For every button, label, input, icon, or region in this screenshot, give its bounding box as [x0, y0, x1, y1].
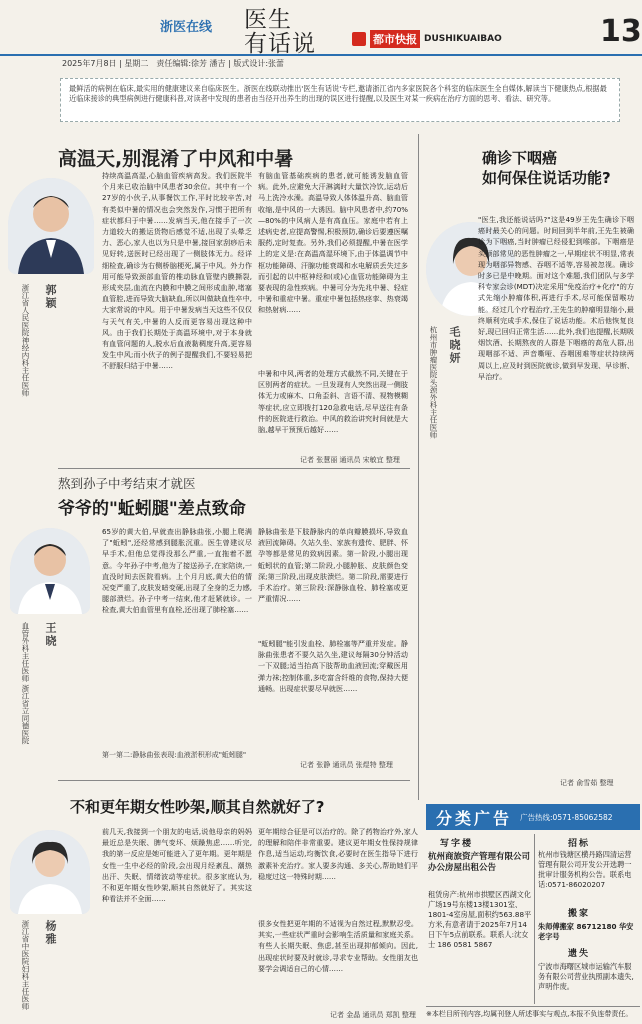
section-title-line2: 有话说 — [244, 31, 316, 57]
article3-col1: 前几天,我接到一个朋友的电话,说他母亲的妈妈最近总是失眠、脾气变坏、烦躁焦虑……听完,我的第一反应是她可能进入了更年期。更年期是女性一生中必经的阶段,会出现月经紊乱、潮热出汗、失眠、情绪波动等症状。很多家庭认为,不和更年期女性吵架,顺其自然就好了。其实这种看法并不全面…… — [102, 827, 252, 904]
column-logo: 浙医在线 — [160, 20, 213, 35]
article2-doctor-photo — [10, 528, 90, 614]
column-intro: 最鲜活的病例在临床,最实用的健康建议来自临床医生。浙医在线联动推出'医生有话说'专栏,邀请浙江省内多家医院各个科室的临床医生全自媒体,解读当下健康热点,根据最近临床接诊的典型病例进行健康科普,对读者中发现的患者由当径开出养生的出现的误区进行提醒,以及医生对某一疾病在治疗方面的思考、看法、研究等。 — [60, 78, 620, 122]
article1-doctor-name: 郭颖 — [44, 284, 57, 310]
ad-category-lost: 遗失 — [568, 949, 591, 959]
article2-headline: 爷爷的"蚯蚓腿"差点致命 — [58, 499, 246, 519]
ad1-text: 租赁房产:杭州市拱墅区西湖文化广场19号东楼13楼1301室、1801-4室房屋,面积约563.88平方米,有意者请于2025年7月14日下午5点前联系。联系人:沈女士 186 0581 5867 — [428, 890, 532, 949]
ad1-title: 杭州商旅资产管理有限公司办公房屋出租公告 — [428, 852, 531, 873]
paper-name-cn: 都市快报 — [370, 30, 420, 48]
article1-byline: 记者 张慧丽 通讯员 宋敏宜 整理 — [300, 456, 400, 464]
page-number: 13 — [600, 14, 642, 49]
dateline: 2025年7月8日 | 星期二 责任编辑:徐芳 潘吉 | 版式设计:张蕾 — [62, 59, 285, 68]
article1-col3: 中暑和中风,两者的处理方式截然不同,关键在于区别两者的症状。一旦发现有人突然出现一侧肢体无力或麻木、口角歪斜、言语不清、视物模糊等症状,应立即拨打120急救电话,尽早送往有条件的医院进行救治。中风的救治讲究时间就是大脑,越早干预预后越好…… — [258, 368, 408, 452]
classified-title: 分类广告 — [436, 808, 513, 828]
divider — [58, 468, 410, 469]
divider — [58, 780, 410, 781]
article1-doctor-photo — [8, 178, 94, 274]
masthead — [0, 0, 642, 56]
doctor-portrait-icon — [10, 528, 90, 614]
article4-byline: 记者 俞雪茹 整理 — [560, 779, 614, 787]
article4-doctor-title: 杭州市肿瘤医院头颈外科主任医师 — [429, 326, 438, 439]
column-divider — [418, 134, 419, 800]
article1-doctor-title: 浙江省人民医院神经内科主任医师 — [21, 284, 30, 397]
ad-category-moving: 搬家 — [568, 909, 591, 919]
article3-doctor-name: 杨雅 — [44, 920, 57, 946]
article1-col1: 持续高温高湿,心脑血管疾病高发。我们医院半个月来已收治脑中风患者30余位。其中有一个27岁的小伙子,从事餐饮工作,平时比较辛苦,对有类似中暑的情况也会突然发作,习惯于把所有症状都归于中暑……发病当天,他在接手了一次力道较大的搬运货物后感觉不适,出现了头晕乏力、恶心,家人也以为只是中暑,接回家刮痧后未见好转,送医时已经出现了一侧肢体无力。经详细检查,确诊为右侧桥脑梗死,属于中风。外力作用可能导致颈部血管的椎动脉血管壁内膜撕裂,形成夹层,血流在内膜和中膜之间形成血肿,堵塞血管腔,进而导致大脑缺血,所以叫做缺血性卒中,大家常说的中风。用于中暑发病当天这些不仅仅与天气有关,中暑的人反而更容易出现这种中风。由于我们长期处于高温环境中,对于本身就有血管问题的人,脱水后血液黏稠度升高,更容易发生中风;而小伙子的例子提醒我们,不要轻易把不舒服归结于中暑…… — [102, 171, 252, 371]
classified-footnote: ※本栏目所刊内容,均属刊登人所述事实与观点,本报不负连带责任。 — [426, 1006, 640, 1019]
article4-doctor-name: 毛晓妍 — [448, 326, 461, 365]
paper-brand — [352, 30, 502, 48]
ad-category-tender: 招标 — [568, 839, 591, 849]
article1-headline: 高温天,别混淆了中风和中暑 — [58, 148, 294, 170]
paper-logo-icon — [352, 32, 366, 46]
article3-col2: 更年期综合征是可以治疗的。除了药物治疗外,家人的理解和陪伴非常重要。建议更年期女性保持规律作息,适当运动,均衡饮食,必要时在医生指导下进行激素补充治疗。家人要多沟通、多关心,帮助她们平稳度过这一特殊时期…… — [258, 827, 418, 881]
article3-byline: 记者 金晶 通讯员 郑凯 整理 — [330, 1011, 416, 1019]
ad4-text: 宁波市海曙区城市运输汽车服务有限公司营业执照副本遗失,声明作废。 — [538, 962, 634, 991]
article2-byline: 记者 张静 通讯员 张煜特 整理 — [300, 761, 393, 769]
classified-hotline: 广告热线:0571-85062582 — [520, 812, 613, 822]
article4-headline-line2: 如何保住说话功能? — [482, 169, 611, 187]
paper-name-en: DUSHIKUAIBAO — [424, 34, 502, 44]
section-title-line1: 医生 — [244, 7, 292, 33]
article2-doctor-name: 王晓 — [44, 622, 57, 648]
ad-divider — [534, 834, 535, 1004]
article2-col3: "蚯蚓腿"能引发血栓、肺栓塞等严重并发症。静脉曲张患者不要久站久坐,建议每隔30分钟活动一下双腿;适当抬高下肢帮助血液回流;穿戴医用弹力袜;控制体重,多吃富含纤维的食物,保持大便通畅。出现症状要尽早就医…… — [258, 639, 408, 693]
ad-category-office: 写字楼 — [440, 839, 474, 849]
article2-col2: 静脉曲张是下肢静脉内的单向瓣膜损坏,导致血液回流障碍。久站久坐、家族有遗传、肥胖、怀孕等都是常见的致病因素。第一阶段,小腿出现蚯蚓状的血管;第二阶段,小腿肿胀、皮肤颜色变深;第三阶段,出现皮肤溃烂。第二阶段,需要进行手术治疗。第三阶段:深静脉血栓、肺栓塞或更严重情况…… — [258, 527, 408, 604]
article2-caption: 第一第二:静脉曲张表现:血液淤积形成"蚯蚓腿" — [102, 751, 247, 759]
article3-doctor-photo — [10, 830, 90, 914]
article2-kicker: 熬到孙子中考结束才就医 — [58, 476, 196, 491]
article4-headline — [482, 148, 611, 188]
article3-col3: 很多女性把更年期的不适视为自然过程,默默忍受。其实,一些症状严重时会影响生活质量和家庭关系。有些人长期失眠、焦虑,甚至出现抑郁倾向。因此,出现症状时要及时就诊,寻求专业帮助。女性朋友也要学会调适自己的心情…… — [258, 919, 418, 973]
article4-headline-line1: 确诊下咽癌 — [482, 149, 558, 167]
article4-body: "医生,我还能说话吗?"这是49岁王先生确诊下咽癌时最关心的问题。时间回到半年前,王先生被确诊为下咽癌,当时肿瘤已经侵犯到喉部。下咽癌是头颈部常见的恶性肿瘤之一,早期症状不明显,常表现为咽部异物感、吞咽不适等,容易被忽视。确诊时多已是中晚期。面对这个难题,我们团队与多学科专家会诊(MDT)决定采用"免疫治疗+化疗"的方式先缩小肿瘤体积,再进行手术,尽可能保留喉功能。经过几个疗程治疗,王先生的肿瘤明显缩小,最终顺利完成手术,保住了说话功能。术后他恢复良好,现已回归正常生活……此外,我们也提醒,长期吸烟饮酒、长期熬夜的人群是下咽癌的高危人群,出现咽部不适、声音嘶哑、吞咽困难等症状持续两周以上,应及时到医院就诊,做到早发现、早诊断、早治疗。 — [478, 215, 634, 381]
article3-headline: 不和更年期女性吵架,顺其自然就好了? — [70, 798, 325, 816]
article1-col2: 有脑血管基础疾病的患者,就可能诱发脑血管病。此外,应避免大汗淋漓时大量饮冷饮,运动后马上洗冷水澡。高温导致人体体温升高、脑血管收缩,是中风的一大诱因。脑中风患者中,约70%—80%的中风病人是有高血压。家庭中若有上述病史者,应提高警惕,积极预防,确诊后要遵医嘱服药,定时复查。另外,我们必须提醒,中暑在医学上的定义是:在高温高湿环境下,由于体温调节中枢功能障碍、汗腺功能衰竭和水电解质丢失过多而引起的以中枢神经和(或)心血管功能障碍为主要表现的急性疾病。中暑可分为先兆中暑、轻症中暑和重症中暑。重症中暑包括热痉挛、热衰竭和热射病…… — [258, 171, 408, 315]
doctor-portrait-icon — [10, 830, 90, 914]
doctor-portrait-icon — [8, 178, 94, 274]
classified-header — [426, 804, 640, 830]
article3-doctor-title: 浙江省中医院妇科主任医师 — [21, 920, 30, 1010]
article2-doctor-title: 血管外科主任医师 浙江省立同德医院 — [21, 622, 30, 745]
ad2-text: 杭州市钱塘区横丹路四清运营管理有限公司开发公开选聘一批审计服务机构公告。联系电话:0571-86020207 — [538, 850, 632, 889]
ad3-text: 朱师傅搬家 86712180 华安老字号 — [538, 922, 634, 941]
section-title — [244, 8, 316, 56]
article2-col1: 65岁的黄大伯,早就查出静脉曲张,小腿上爬满了"蚯蚓",还经常感到腿胀沉重。医生曾建议尽早手术,但他总觉得没那么严重,一直拖着不愿意。今年孙子中考,他为了接送孙子,在家陪读,一直没时间去医院看病。上个月月底,黄大伯的情况变严重了,皮肤发暗变硬,出现了全身的乏力感,腿部溃烂。孙子中考一结束,他才赶紧就诊。一检查,黄大伯血管里有血栓,还出现了肺栓塞…… — [102, 527, 252, 615]
